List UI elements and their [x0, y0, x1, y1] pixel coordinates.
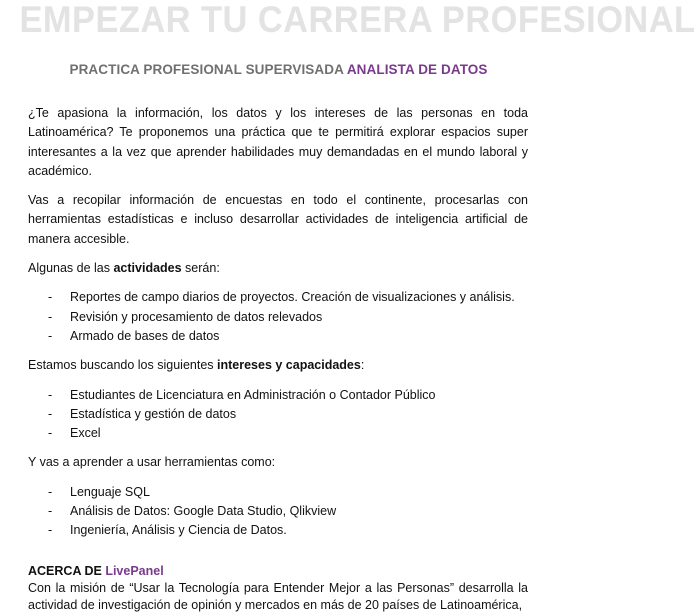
list-item	[28, 288, 528, 307]
list-item	[28, 502, 528, 521]
intro-paragraph-1: ¿Te apasiona la información, los datos y los intereses de las personas en toda Latinoamérica? Te proponemos una práctica que te permitirá explorar espacios super interesantes a la vez que aprender habilidades muy demandadas en el mundo laboral y académico.	[28, 106, 528, 178]
about-paragraph: Con la misión de “Usar la Tecnología para Entender Mejor a las Personas” desarrolla la actividad de investigación de opinión y mercados en más de 20 países de Latinoamérica,	[28, 580, 528, 613]
about-heading-prefix: ACERCA DE	[28, 563, 106, 578]
list-item-text: Lenguaje SQL	[70, 484, 150, 499]
list-item	[28, 386, 528, 405]
position-role: ANALISTA DE DATOS	[346, 62, 488, 77]
job-description	[28, 104, 528, 615]
list-dash: -	[48, 523, 53, 538]
list-dash: -	[48, 387, 53, 402]
list-item	[28, 521, 528, 540]
list-item-text: Armado de bases de datos	[70, 328, 220, 343]
tools-list	[28, 483, 528, 541]
list-dash: -	[48, 309, 53, 324]
position-type: PRACTICA PROFESIONAL SUPERVISADA	[69, 62, 344, 77]
page-banner-title: EMPEZAR TU CARRERA PROFESIONAL	[19, 0, 696, 40]
list-item	[28, 405, 528, 424]
interests-lead-text: Estamos buscando los siguientes	[28, 358, 217, 373]
activities-lead	[28, 259, 528, 278]
list-item	[28, 327, 528, 346]
list-dash: -	[48, 290, 53, 305]
list-item-text: Revisión y procesamiento de datos relevados	[70, 309, 323, 324]
list-item	[28, 483, 528, 502]
position-title	[0, 62, 557, 77]
list-dash: -	[48, 504, 53, 519]
interests-lead-end: :	[360, 358, 365, 373]
activities-list	[28, 288, 528, 346]
list-item-text: Estadística y gestión de datos	[70, 406, 237, 421]
interests-lead	[28, 356, 528, 375]
list-item-text: Análisis de Datos: Google Data Studio, Qlikview	[70, 504, 337, 519]
list-dash: -	[48, 406, 53, 421]
activities-lead-end: serán:	[181, 261, 220, 276]
activities-lead-text: Algunas de las	[28, 261, 114, 276]
tools-lead: Y vas a aprender a usar herramientas como:	[28, 455, 276, 470]
list-item-text: Ingeniería, Análisis y Ciencia de Datos.	[70, 523, 287, 538]
list-item-text: Excel	[70, 426, 101, 441]
list-item	[28, 424, 528, 443]
brand-name: LivePanel	[105, 563, 164, 578]
list-item-text: Reportes de campo diarios de proyectos. Creación de visualizaciones y análisis.	[70, 290, 515, 305]
interests-list	[28, 386, 528, 444]
intro-paragraph-2: Vas a recopilar información de encuestas en todo el continente, procesarlas con herramientas estadísticas e incluso desarrollar actividades de inteligencia artificial de manera accesible.	[28, 193, 528, 246]
list-dash: -	[48, 328, 53, 343]
list-dash: -	[48, 484, 53, 499]
list-dash: -	[48, 426, 53, 441]
list-item	[28, 308, 528, 327]
about-heading	[28, 563, 528, 580]
activities-lead-bold: actividades	[113, 261, 182, 276]
list-item-text: Estudiantes de Licenciatura en Administración o Contador Público	[70, 387, 436, 402]
interests-lead-bold: intereses y capacidades	[217, 358, 361, 373]
